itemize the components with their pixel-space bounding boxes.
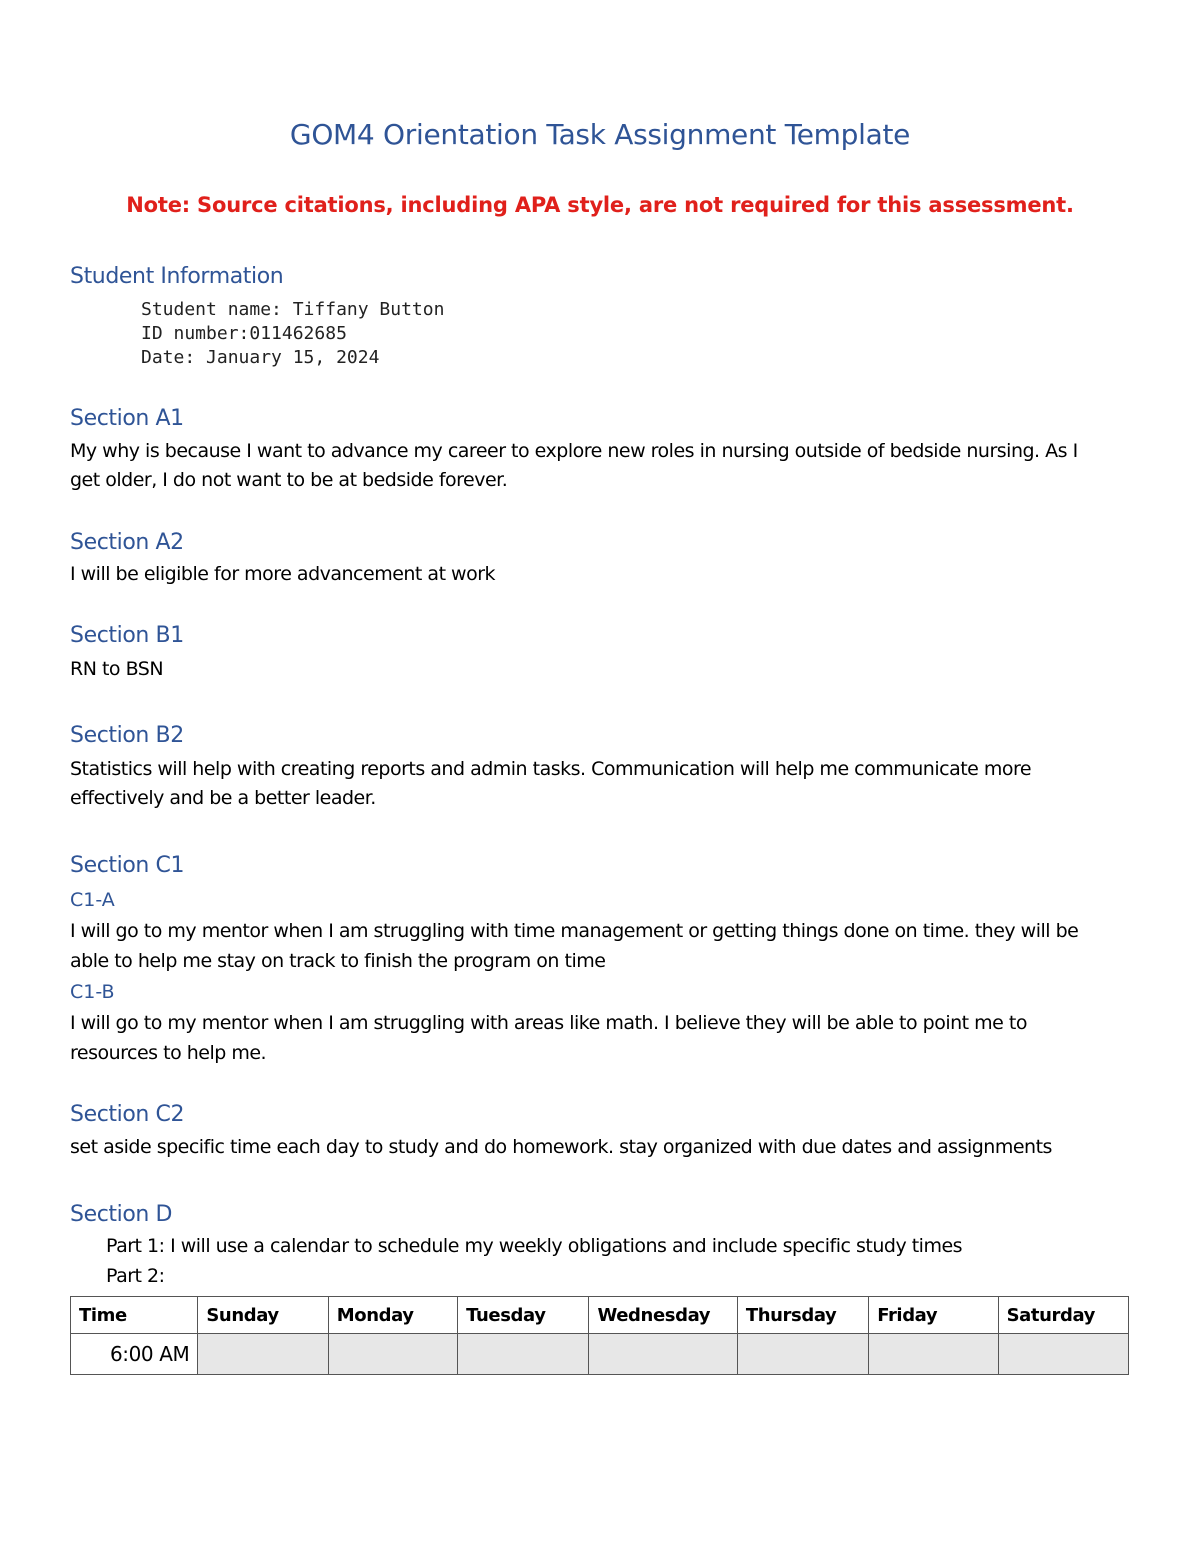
section-a1-heading: Section A1 [70, 406, 184, 431]
schedule-cell-monday[interactable] [328, 1334, 457, 1375]
section-b2-text-line2: effectively and be a better leader. [70, 787, 376, 809]
section-d-heading: Section D [70, 1202, 173, 1227]
student-date-line: Date: January 15, 2024 [141, 347, 380, 368]
section-b1-heading: Section B1 [70, 623, 184, 648]
section-c2-heading: Section C2 [70, 1102, 185, 1127]
schedule-cell-tuesday[interactable] [458, 1334, 589, 1375]
citation-note: Note: Source citations, including APA style, are not required for this assessment. [126, 193, 1074, 217]
student-name-line: Student name: Tiffany Button [141, 299, 445, 320]
section-b1-text: RN to BSN [70, 658, 164, 680]
document-title: GOM4 Orientation Task Assignment Template [289, 118, 911, 151]
schedule-header-row [71, 1297, 1129, 1334]
schedule-cell-saturday[interactable] [998, 1334, 1128, 1375]
schedule-cell-sunday[interactable] [198, 1334, 328, 1375]
section-c1b-label: C1-B [70, 981, 115, 1003]
section-c2-text: set aside specific time each day to study and do homework. stay organized with due dates and assignments [70, 1136, 1052, 1158]
header-saturday: Saturday [998, 1297, 1128, 1334]
section-b2-heading: Section B2 [70, 723, 184, 748]
weekly-schedule-table [70, 1296, 1129, 1375]
schedule-cell-friday[interactable] [869, 1334, 998, 1375]
section-c1b-text-line1: I will go to my mentor when I am struggling with areas like math. I believe they will be able to point me to [70, 1012, 1027, 1034]
section-a2-text: I will be eligible for more advancement at work [70, 563, 496, 585]
student-info-heading: Student Information [70, 264, 284, 289]
header-tuesday: Tuesday [458, 1297, 589, 1334]
section-d-part2: Part 2: [106, 1265, 165, 1287]
section-c1b-text-line2: resources to help me. [70, 1042, 267, 1064]
section-c1a-text-line1: I will go to my mentor when I am struggling with time management or getting things done on time. they will be [70, 920, 1079, 942]
header-wednesday: Wednesday [589, 1297, 737, 1334]
header-thursday: Thursday [737, 1297, 868, 1334]
section-c1a-text-line2: able to help me stay on track to finish the program on time [70, 950, 606, 972]
section-d-part1: Part 1: I will use a calendar to schedule my weekly obligations and include specific study times [106, 1235, 963, 1257]
schedule-cell-wednesday[interactable] [589, 1334, 737, 1375]
section-a1-text-line1: My why is because I want to advance my career to explore new roles in nursing outside of bedside nursing. As I [70, 440, 1078, 462]
header-time: Time [71, 1297, 198, 1334]
time-cell: 6:00 AM [71, 1334, 198, 1375]
section-a1-text-line2: get older, I do not want to be at bedside forever. [70, 469, 508, 491]
student-id-line: ID number:011462685 [141, 323, 347, 344]
header-monday: Monday [328, 1297, 457, 1334]
schedule-cell-thursday[interactable] [737, 1334, 868, 1375]
section-b2-text-line1: Statistics will help with creating reports and admin tasks. Communication will help me communicate more [70, 758, 1032, 780]
section-c1a-label: C1-A [70, 889, 115, 911]
section-c1-heading: Section C1 [70, 853, 185, 878]
header-friday: Friday [869, 1297, 998, 1334]
header-sunday: Sunday [198, 1297, 328, 1334]
table-row [71, 1334, 1129, 1375]
section-a2-heading: Section A2 [70, 530, 184, 555]
